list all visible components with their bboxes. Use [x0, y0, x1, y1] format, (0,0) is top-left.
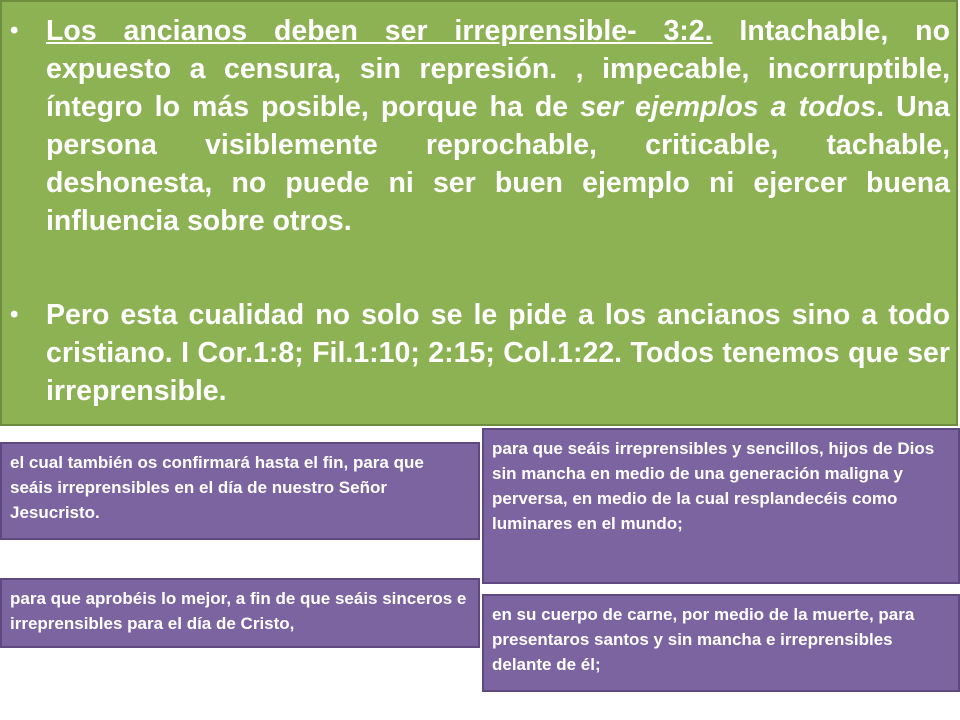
- bullet-dot-icon: •: [10, 17, 19, 44]
- bullet-2: [10, 296, 950, 410]
- verse-text-cor: el cual también os confirmará hasta el fin, para que seáis irreprensibles en el día de nuestro Señor Jesucristo.: [10, 453, 424, 522]
- verse-box-fil-1: [0, 578, 480, 648]
- bullet-dot-icon: •: [10, 301, 19, 328]
- verse-text-fil-1: para que aprobéis lo mejor, a fin de que seáis sinceros e irreprensibles para el día de Cristo,: [10, 589, 467, 633]
- verse-box-col: [482, 594, 960, 692]
- bullet-1-underlined: Los ancianos deben ser irreprensible- 3:2.: [46, 15, 713, 47]
- bullet-1: [10, 12, 951, 240]
- verse-text-col: en su cuerpo de carne, por medio de la muerte, para presentaros santos y sin mancha e irreprensibles delante de él;: [492, 605, 915, 674]
- verse-box-fil-2: [482, 428, 960, 584]
- bullet-2-text: Pero esta cualidad no solo se le pide a los ancianos sino a todo cristiano. I Cor.1:8; Fil.1:10; 2:15; Col.1:22. Todos tenemos que ser irreprensible.: [46, 299, 950, 407]
- verse-text-fil-2: para que seáis irreprensibles y sencillos, hijos de Dios sin mancha en medio de una generación maligna y perversa, en medio de la cual resplandecéis como luminares en el mundo;: [492, 439, 935, 533]
- bullet-1-italic: ser ejemplos a todos: [580, 91, 877, 123]
- bullet-1-text-a: Intachable, no expuesto a censura, sin represión. , impecable, incorruptible, íntegro lo más posible, porque ha de: [46, 15, 951, 123]
- verse-box-cor: [0, 442, 480, 540]
- bullet-1-text-b: . Una persona visiblemente reprochable, criticable, tachable, deshonesta, no puede ni ser buen ejemplo ni ejercer buena influencia sobre otros.: [46, 91, 950, 237]
